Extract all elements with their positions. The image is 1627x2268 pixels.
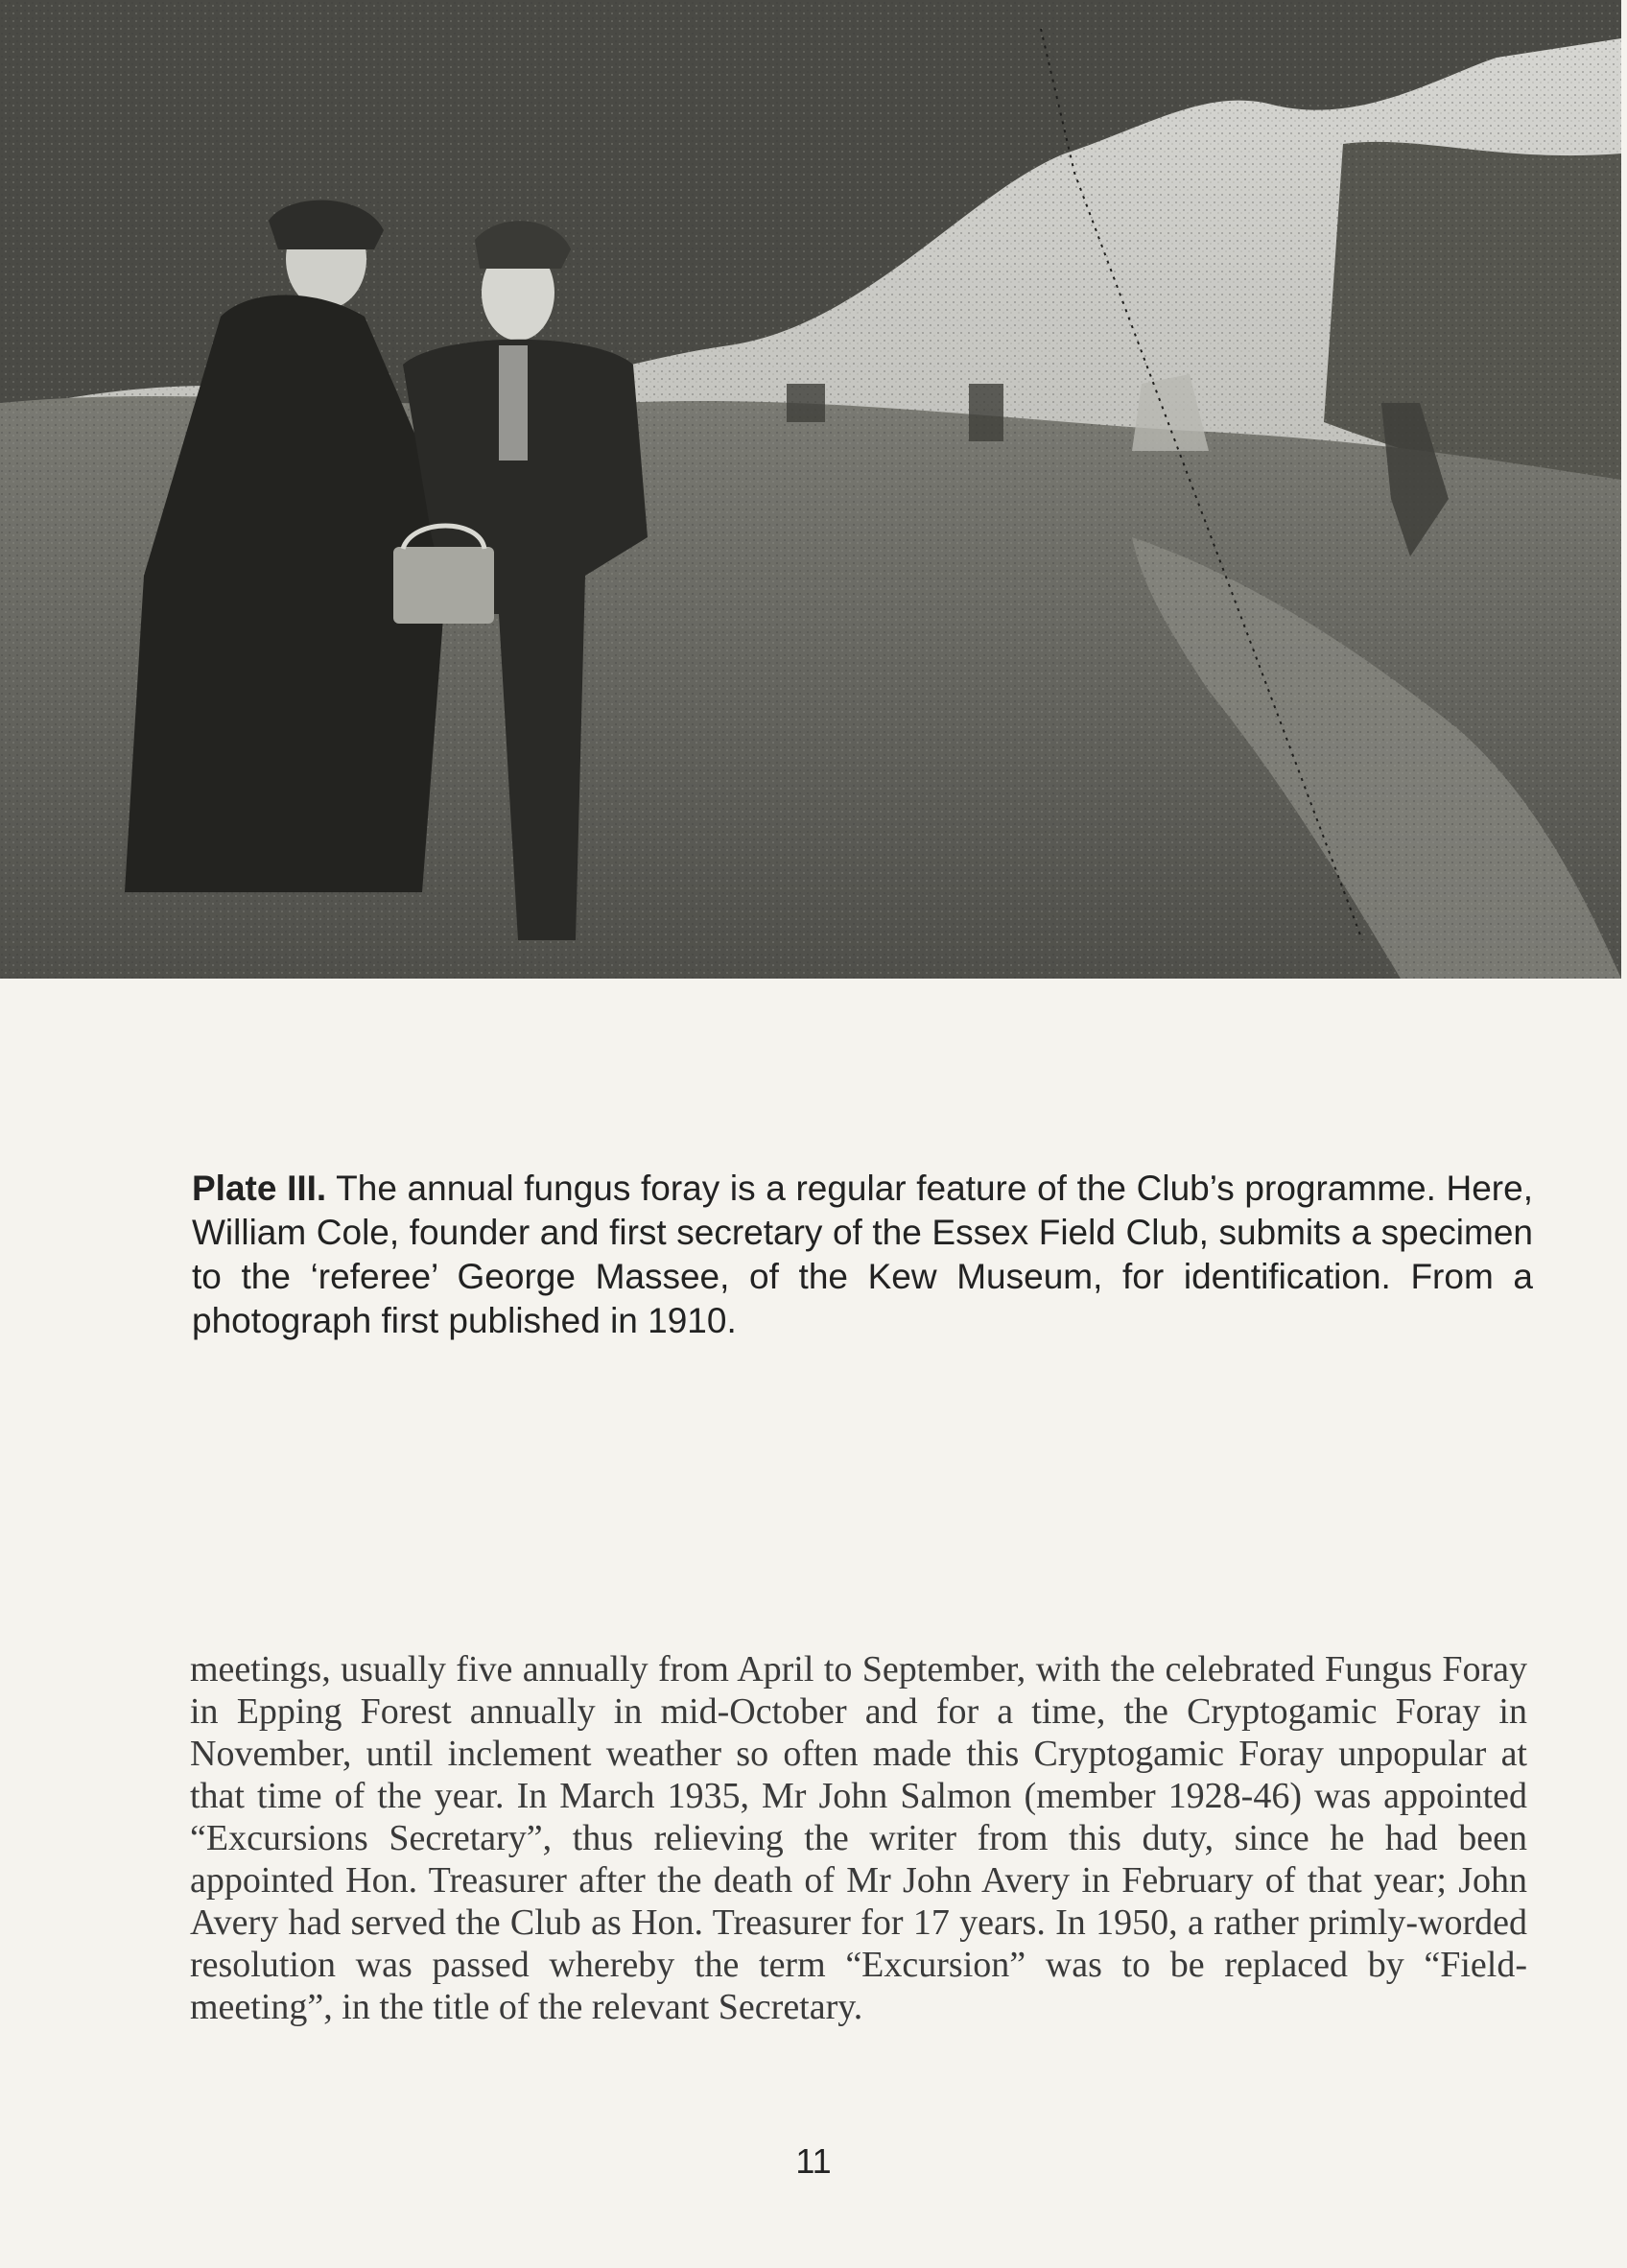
page-number: 11: [795, 2141, 832, 2181]
plate-label: Plate III.: [192, 1169, 327, 1208]
body-paragraph: meetings, usually five annually from April to September, with the celebrated Fungus Foray in Epping Forest annually in mid-October and for a time, the Cryptogamic Foray in November, until inclement weather so often made this Cryptogamic Foray unpopular at that time of the year. In March 1935, Mr John Salmon (member 1928-46) was appointed “Excursions Secretary”, thus relieving the writer from this duty, since he had been appointed Hon. Treasurer after the death of Mr John Avery in February of that year; John Avery had served the Club as Hon. Treasurer for 17 years. In 1950, a rather primly-worded resolution was passed whereby the term “Excursion” was to be replaced by “Field-meeting”, in the title of the relevant Secretary.: [190, 1649, 1527, 2027]
fungus-foray-photograph: [0, 0, 1621, 979]
body-text: [190, 1648, 1527, 2028]
plate-caption: [192, 1167, 1533, 1343]
caption-text: The annual fungus foray is a regular feature of the Club’s programme. Here, William Cole, founder and first secretary of the Essex Field Club, submits a specimen to the ‘referee’ George Massee, of the Kew Museum, for identification. From a photograph first published in 1910.: [192, 1169, 1533, 1340]
